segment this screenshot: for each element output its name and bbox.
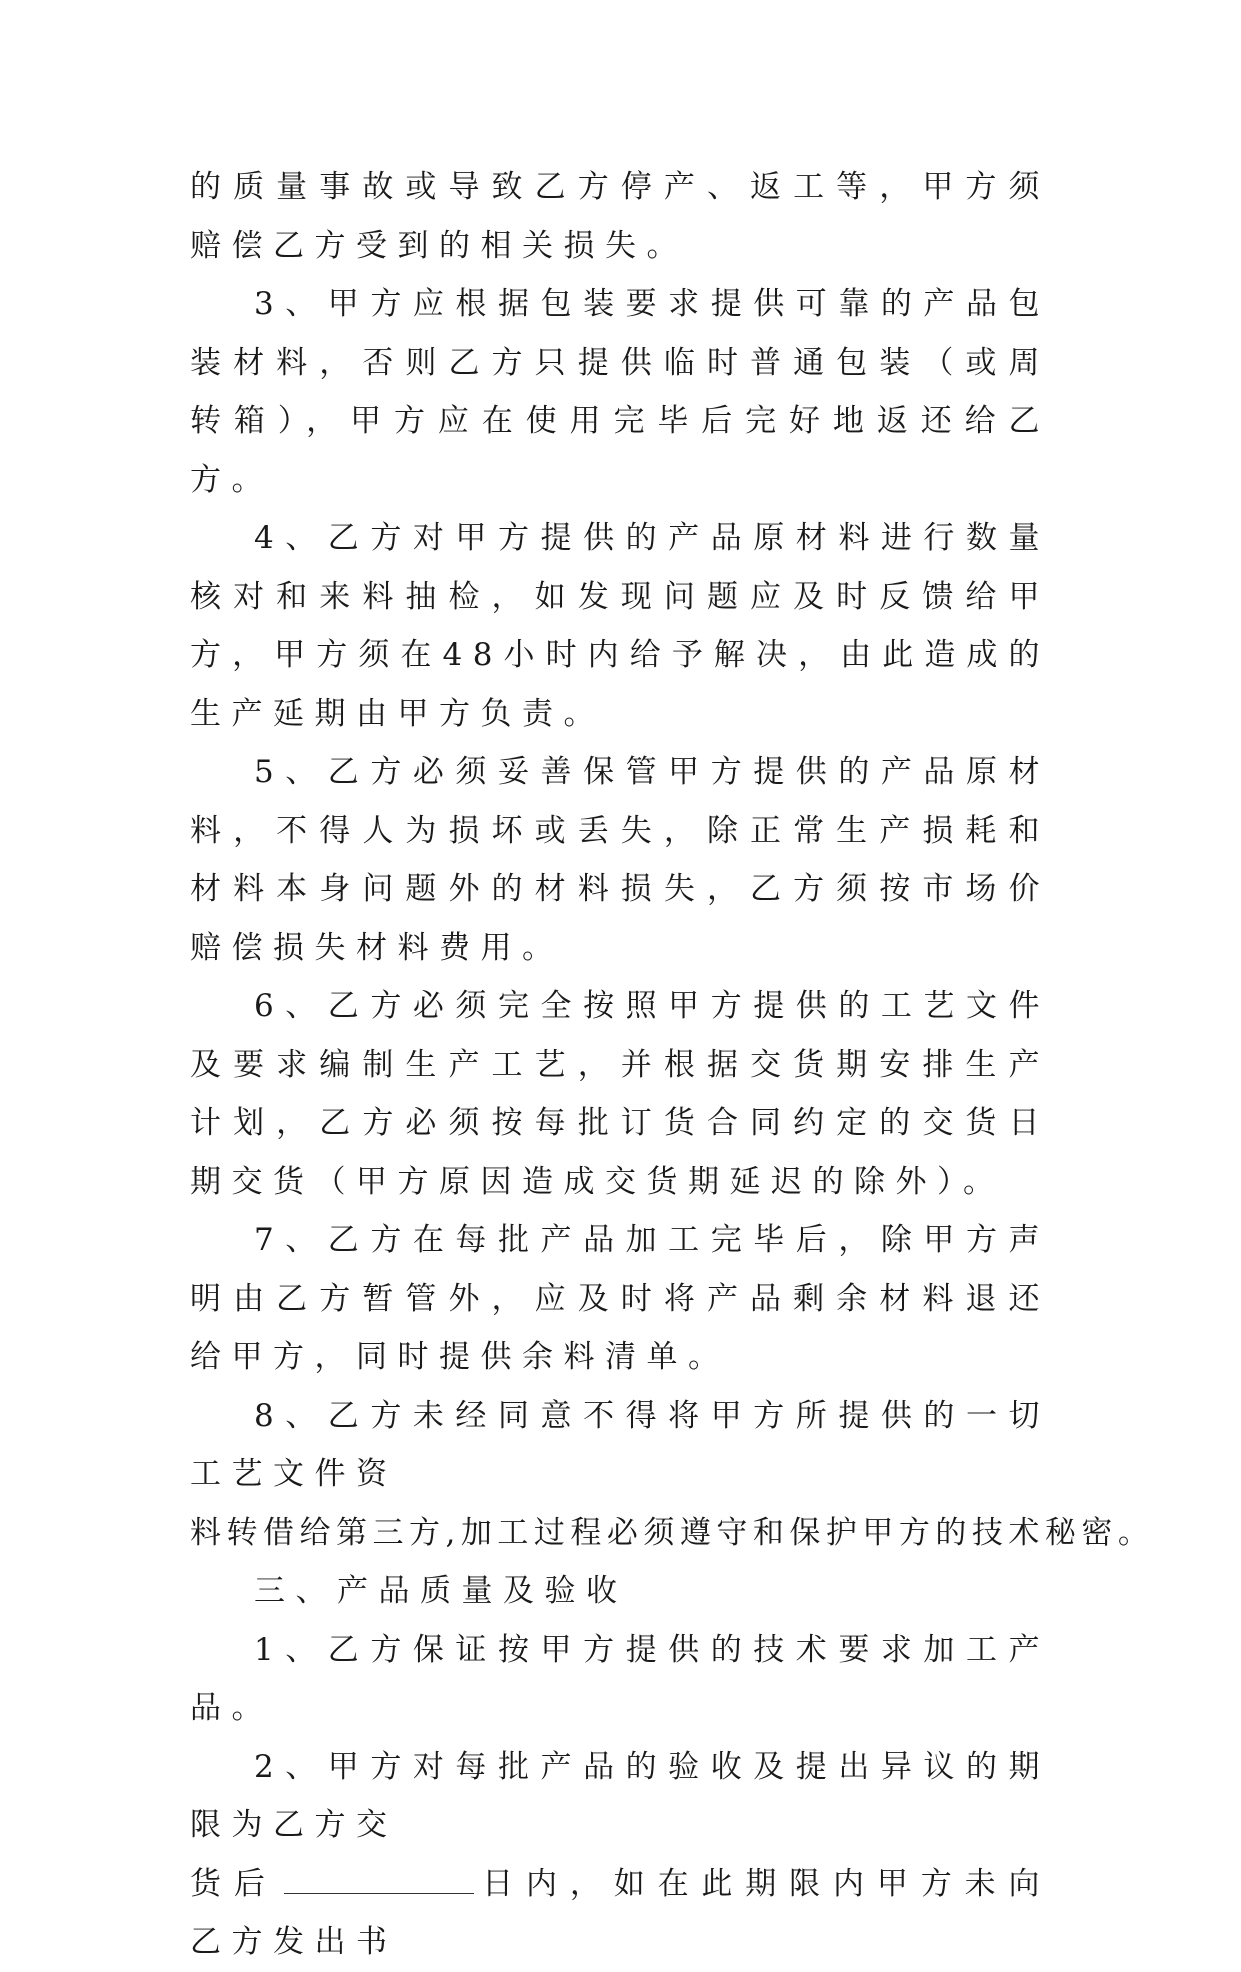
paragraph-quality-2: 2、甲方对每批产品的验收及提出异议的期限为乙方交 [190, 1748, 1050, 1843]
paragraph-clause-3: 3、甲方应根据包装要求提供可靠的产品包装材料，否则乙方只提供临时普通包装（或周转箱），甲方应在使用完毕后完好地返还给乙方。 [190, 286, 1050, 498]
paragraph-quality-1: 1、乙方保证按甲方提供的技术要求加工产品。 [190, 1631, 1050, 1726]
paragraph-clause-8-line2: 料转借给第三方,加工过程必须遵守和保护甲方的技术秘密。 [190, 1514, 1155, 1551]
text-after-blank: 日内，如在此期限内甲方未向乙方发出书 [190, 1865, 1050, 1960]
paragraph-clause-4: 4、乙方对甲方提供的产品原材料进行数量核对和来料抽检，如发现问题应及时反馈给甲方，甲方须在48小时内给予解决，由此造成的生产延期由甲方负责。 [190, 520, 1050, 732]
text-before-blank: 货后 [190, 1865, 278, 1902]
paragraph-clause-5: 5、乙方必须妥善保管甲方提供的产品原材料，不得人为损坏或丢失，除正常生产损耗和材料本身问题外的材料损失，乙方须按市场价赔偿损失材料费用。 [190, 754, 1050, 966]
paragraph-quality-2-continued [190, 1855, 1050, 1972]
paragraph-quality-loss: 的质量事故或导致乙方停产、返工等，甲方须赔偿乙方受到的相关损失。 [190, 169, 1050, 264]
paragraph-clause-6: 6、乙方必须完全按照甲方提供的工艺文件及要求编制生产工艺，并根据交货期安排生产计划，乙方必须按每批订货合同约定的交货日期交货（甲方原因造成交货期延迟的除外）。 [190, 988, 1050, 1200]
section-heading-quality: 三、产品质量及验收 [254, 1573, 628, 1609]
contract-body [190, 158, 1155, 1972]
fill-in-blank [284, 1867, 474, 1894]
paragraph-clause-7: 7、乙方在每批产品加工完毕后，除甲方声明由乙方暂管外，应及时将产品剩余材料退还给甲方，同时提供余料清单。 [190, 1222, 1050, 1375]
paragraph-clause-8-line1: 8、乙方未经同意不得将甲方所提供的一切工艺文件资 [190, 1397, 1050, 1492]
